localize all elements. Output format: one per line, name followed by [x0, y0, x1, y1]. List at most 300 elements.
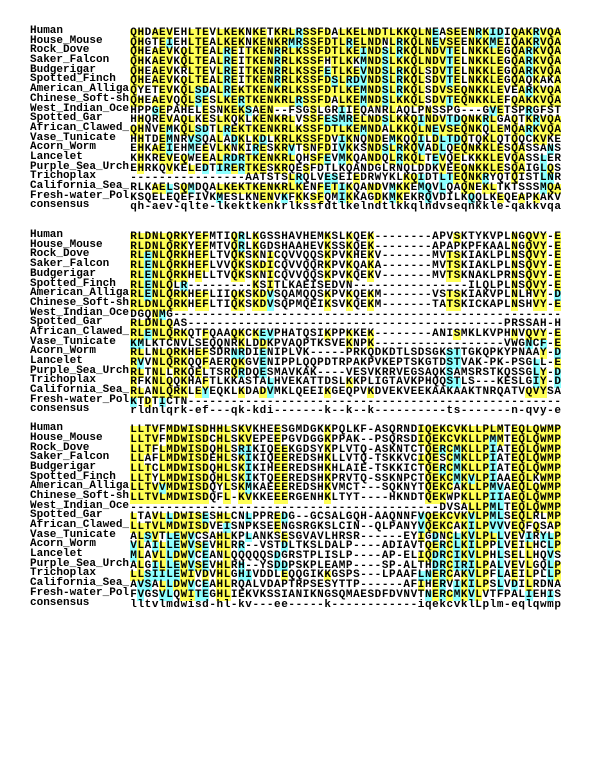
residue: N	[468, 182, 475, 194]
residue: Q	[353, 298, 360, 311]
residue: -	[259, 308, 267, 321]
residue: -	[446, 337, 454, 350]
residue: K	[360, 347, 367, 360]
residue: M	[288, 36, 296, 49]
residue: Q	[511, 65, 518, 78]
residue: l	[216, 201, 224, 214]
residue: Q	[532, 433, 540, 446]
residue: -	[338, 318, 346, 331]
residue: V	[504, 579, 511, 592]
residue: S	[504, 511, 511, 524]
residue: K	[460, 530, 468, 543]
residue: N	[309, 182, 317, 194]
residue: Q	[130, 56, 137, 69]
residue: V	[317, 240, 324, 253]
residue: N	[468, 27, 475, 39]
residue: -	[482, 318, 490, 331]
residue: -	[281, 501, 288, 514]
residue: V	[288, 250, 296, 263]
residue: E	[144, 279, 152, 292]
alignment-row	[30, 229, 600, 244]
residue: E	[194, 143, 202, 156]
residue: T	[209, 162, 216, 175]
residue: V	[446, 579, 454, 592]
residue: V	[539, 123, 547, 136]
residue: -	[295, 308, 303, 321]
residue: -	[288, 405, 296, 418]
species-label: California_Sea_	[30, 384, 130, 397]
residue: -	[374, 559, 382, 572]
residue: E	[266, 433, 274, 446]
residue: E	[295, 462, 303, 475]
residue: T	[209, 376, 216, 389]
residue: I	[252, 347, 260, 360]
residue: L	[130, 462, 137, 475]
residue: Q	[130, 94, 137, 107]
residue: Q	[173, 376, 181, 389]
residue: E	[159, 75, 166, 88]
consensus-row	[30, 596, 600, 611]
residue: E	[511, 472, 518, 485]
residue: L	[130, 569, 137, 582]
residue: -	[547, 318, 554, 331]
residue: L	[209, 289, 216, 302]
residue: P	[554, 443, 561, 456]
residue: G	[295, 530, 303, 543]
residue: k	[396, 201, 403, 214]
residue: D	[266, 569, 274, 582]
residue: A	[554, 182, 561, 194]
residue: M	[166, 424, 173, 437]
residue: S	[424, 85, 432, 98]
residue: E	[324, 152, 331, 165]
residue: M	[274, 386, 281, 399]
residue: L	[159, 521, 166, 533]
residue: h	[137, 201, 145, 214]
residue: -	[252, 318, 260, 331]
residue: Q	[518, 424, 526, 437]
residue: V	[360, 75, 367, 88]
residue: D	[374, 65, 382, 78]
residue: K	[532, 75, 540, 88]
residue: -	[396, 559, 403, 572]
residue: -	[302, 511, 310, 524]
residue: F	[410, 511, 418, 524]
residue: -	[137, 172, 145, 185]
species-label: Budgerigar	[30, 63, 97, 76]
residue: E	[173, 530, 181, 543]
residue: T	[144, 424, 152, 437]
residue: -	[518, 308, 526, 321]
residue: -	[489, 337, 497, 350]
residue: F	[317, 191, 324, 204]
residue: K	[274, 27, 281, 39]
residue: T	[489, 366, 497, 379]
residue: E	[173, 559, 181, 572]
residue: D	[317, 162, 324, 175]
residue: R	[130, 386, 137, 399]
residue: Q	[166, 357, 173, 369]
residue: n	[468, 201, 475, 214]
residue: Q	[309, 269, 317, 282]
residue: K	[295, 56, 303, 69]
residue: Q	[532, 462, 540, 475]
residue: H	[331, 530, 339, 543]
residue: -	[504, 201, 511, 214]
residue: T	[144, 433, 152, 446]
residue: S	[274, 289, 281, 302]
residue: M	[166, 472, 173, 485]
species-label: Acorn_Worm	[30, 141, 97, 154]
residue: H	[302, 152, 310, 165]
residue: R	[532, 530, 540, 543]
residue: l	[338, 201, 346, 214]
residue: S	[439, 104, 446, 117]
residue: K	[238, 182, 245, 194]
residue: -	[511, 395, 518, 408]
residue: E	[453, 152, 461, 165]
residue: D	[173, 462, 181, 475]
residue: L	[504, 298, 511, 311]
residue: G	[367, 191, 375, 204]
residue: V	[166, 162, 173, 175]
residue: R	[532, 27, 540, 39]
residue: N	[468, 46, 475, 59]
residue: S	[194, 540, 202, 553]
residue: T	[331, 357, 339, 369]
residue: K	[439, 511, 446, 524]
residue: -	[360, 501, 367, 514]
residue: K	[238, 27, 245, 39]
residue: R	[367, 172, 375, 185]
residue: K	[353, 433, 360, 446]
residue: -	[396, 260, 403, 273]
residue: E	[403, 530, 411, 543]
residue: V	[266, 289, 274, 302]
residue: E	[389, 357, 396, 369]
residue: E	[453, 123, 461, 136]
residue: -	[396, 405, 403, 418]
residue: L	[475, 501, 482, 514]
residue: S	[281, 172, 288, 185]
residue: S	[295, 550, 303, 563]
residue: L	[223, 424, 231, 437]
residue: E	[554, 269, 561, 282]
residue: -	[547, 240, 554, 253]
residue: Q	[539, 559, 547, 572]
sequence	[130, 405, 561, 417]
residue: E	[432, 443, 439, 456]
residue: K	[274, 123, 281, 136]
residue: K	[525, 27, 533, 39]
residue: S	[194, 85, 202, 98]
residue: -	[144, 201, 152, 214]
residue: Q	[410, 172, 418, 185]
residue: P	[453, 491, 461, 504]
residue: E	[302, 279, 310, 292]
residue: E	[554, 357, 561, 369]
residue: K	[324, 298, 331, 311]
residue: L	[496, 550, 504, 563]
residue: -	[338, 347, 346, 360]
residue: Q	[518, 462, 526, 475]
residue: T	[504, 104, 511, 117]
residue: L	[216, 133, 224, 146]
residue: V	[151, 521, 159, 533]
residue: Q	[230, 289, 238, 302]
residue: H	[137, 143, 145, 156]
residue: R	[274, 75, 281, 88]
residue: M	[547, 443, 554, 456]
residue: C	[274, 250, 281, 263]
residue: E	[511, 521, 518, 533]
residue: S	[381, 75, 389, 88]
residue: Q	[281, 269, 288, 282]
residue: -	[281, 395, 288, 408]
residue: S	[309, 56, 317, 69]
residue: W	[539, 501, 547, 514]
residue: -	[424, 250, 432, 263]
residue: Q	[166, 347, 173, 360]
residue: S	[194, 94, 202, 107]
residue: L	[159, 540, 166, 553]
residue: K	[439, 347, 446, 360]
residue: -	[266, 318, 274, 331]
residue: -	[424, 318, 432, 331]
residue: E	[511, 569, 518, 582]
residue: E	[259, 152, 267, 165]
residue: N	[468, 65, 475, 78]
residue: S	[309, 104, 317, 117]
residue: L	[367, 376, 375, 389]
residue: -	[360, 550, 367, 563]
residue: M	[547, 501, 554, 514]
residue: Y	[539, 376, 547, 389]
residue: K	[338, 162, 346, 175]
residue: S	[230, 472, 238, 485]
residue: M	[295, 289, 303, 302]
residue: H	[525, 289, 533, 302]
residue: L	[475, 588, 482, 601]
residue: A	[504, 482, 511, 495]
residue: M	[331, 191, 339, 204]
residue: S	[194, 453, 202, 466]
residue: S	[317, 279, 324, 292]
residue: P	[482, 511, 490, 524]
residue: I	[417, 114, 425, 127]
residue: N	[216, 104, 224, 117]
residue: S	[518, 269, 526, 282]
residue: -	[410, 240, 418, 253]
residue: -	[281, 308, 288, 321]
residue: A	[518, 65, 526, 78]
residue: R	[317, 260, 324, 273]
residue: E	[496, 75, 504, 88]
residue: L	[288, 133, 296, 146]
residue: E	[295, 482, 303, 495]
residue: L	[331, 491, 339, 504]
residue: M	[295, 424, 303, 437]
residue: -	[274, 395, 281, 408]
residue: N	[345, 279, 353, 292]
residue: l	[525, 598, 533, 611]
residue: E	[302, 386, 310, 399]
residue: P	[554, 462, 561, 475]
residue: -	[137, 501, 145, 514]
residue: -	[547, 298, 554, 311]
residue: L	[130, 472, 137, 485]
residue: S	[209, 114, 216, 127]
residue: p	[554, 598, 561, 611]
residue: E	[324, 114, 331, 127]
residue: -	[468, 405, 475, 418]
residue: E	[144, 260, 152, 273]
residue: Q	[504, 366, 511, 379]
residue: V	[130, 540, 137, 553]
residue: E	[259, 46, 267, 59]
residue: Q	[288, 162, 296, 175]
residue: P	[496, 269, 504, 282]
residue: e	[554, 405, 561, 418]
residue: K	[274, 133, 281, 146]
residue: T	[245, 46, 252, 59]
residue: T	[331, 85, 339, 98]
residue: Y	[317, 443, 324, 456]
residue: H	[180, 104, 188, 117]
residue: P	[331, 433, 339, 446]
residue: L	[468, 433, 475, 446]
residue: K	[345, 289, 353, 302]
residue: -	[151, 172, 159, 185]
residue: -	[295, 395, 303, 408]
residue: K	[173, 75, 181, 88]
residue: V	[539, 85, 547, 98]
residue: S	[381, 94, 389, 107]
residue: L	[475, 482, 482, 495]
residue: L	[475, 540, 482, 553]
residue: A	[151, 75, 159, 88]
residue: Q	[180, 123, 188, 136]
residue: S	[525, 143, 533, 156]
residue: -	[547, 289, 554, 302]
residue: P	[554, 530, 561, 543]
residue: I	[489, 27, 497, 39]
residue: Q	[460, 143, 468, 156]
residue: K	[180, 298, 188, 311]
residue: E	[496, 152, 504, 165]
residue: Q	[410, 85, 418, 98]
residue: -	[389, 579, 396, 592]
residue: -	[381, 337, 389, 350]
residue: Y	[137, 85, 145, 98]
residue: t	[245, 201, 252, 214]
residue: -	[194, 172, 202, 185]
residue: F	[317, 133, 324, 146]
residue: k	[525, 201, 533, 214]
residue: e	[259, 201, 267, 214]
residue: W	[180, 530, 188, 543]
residue: K	[496, 357, 504, 369]
residue: K	[252, 269, 260, 282]
residue: V	[439, 260, 446, 273]
residue: V	[187, 559, 195, 572]
residue: L	[216, 36, 224, 49]
residue: T	[331, 65, 339, 78]
residue: L	[338, 56, 346, 69]
residue: -	[374, 308, 382, 321]
residue: R	[130, 298, 137, 311]
residue: L	[137, 240, 145, 253]
residue: E	[194, 366, 202, 379]
residue: K	[151, 162, 159, 175]
residue: K	[381, 347, 389, 360]
residue: K	[396, 482, 403, 495]
residue: N	[547, 172, 554, 185]
residue: -	[180, 501, 188, 514]
residue: -	[532, 308, 540, 321]
residue: E	[496, 191, 504, 204]
residue: Q	[518, 482, 526, 495]
residue: S	[446, 347, 454, 360]
residue: R	[504, 269, 511, 282]
residue: R	[338, 472, 346, 485]
residue: E	[159, 27, 166, 39]
residue: E	[266, 424, 274, 437]
residue: V	[166, 46, 173, 59]
residue: -	[539, 395, 547, 408]
alignment-row	[30, 34, 600, 49]
residue: A	[424, 366, 432, 379]
residue: L	[209, 298, 216, 311]
residue: L	[525, 443, 533, 456]
residue: V	[159, 588, 166, 601]
residue: l	[489, 201, 497, 214]
residue: S	[230, 453, 238, 466]
residue: -	[460, 395, 468, 408]
residue: E	[317, 579, 324, 592]
residue: V	[539, 94, 547, 107]
residue: t	[144, 598, 152, 611]
residue: -	[309, 347, 317, 360]
residue: H	[216, 424, 224, 437]
residue: -	[381, 405, 389, 418]
residue: k	[532, 201, 540, 214]
residue: V	[532, 327, 540, 340]
residue: s	[194, 598, 202, 611]
residue: S	[230, 433, 238, 446]
residue: E	[496, 104, 504, 117]
residue: -	[288, 318, 296, 331]
residue: A	[518, 85, 526, 98]
residue: V	[245, 424, 252, 437]
residue: Q	[266, 453, 274, 466]
residue: R	[173, 347, 181, 360]
species-label: consensus	[30, 403, 90, 416]
residue: R	[295, 36, 303, 49]
residue: L	[159, 453, 166, 466]
residue: -	[324, 318, 331, 331]
residue: -	[187, 318, 195, 331]
residue: L	[338, 65, 346, 78]
residue: P	[496, 279, 504, 292]
residue: S	[266, 143, 274, 156]
residue: I	[317, 298, 324, 311]
residue: C	[446, 588, 454, 601]
residue: -	[353, 540, 360, 553]
residue: V	[396, 366, 403, 379]
residue: E	[453, 94, 461, 107]
residue: T	[446, 56, 454, 69]
